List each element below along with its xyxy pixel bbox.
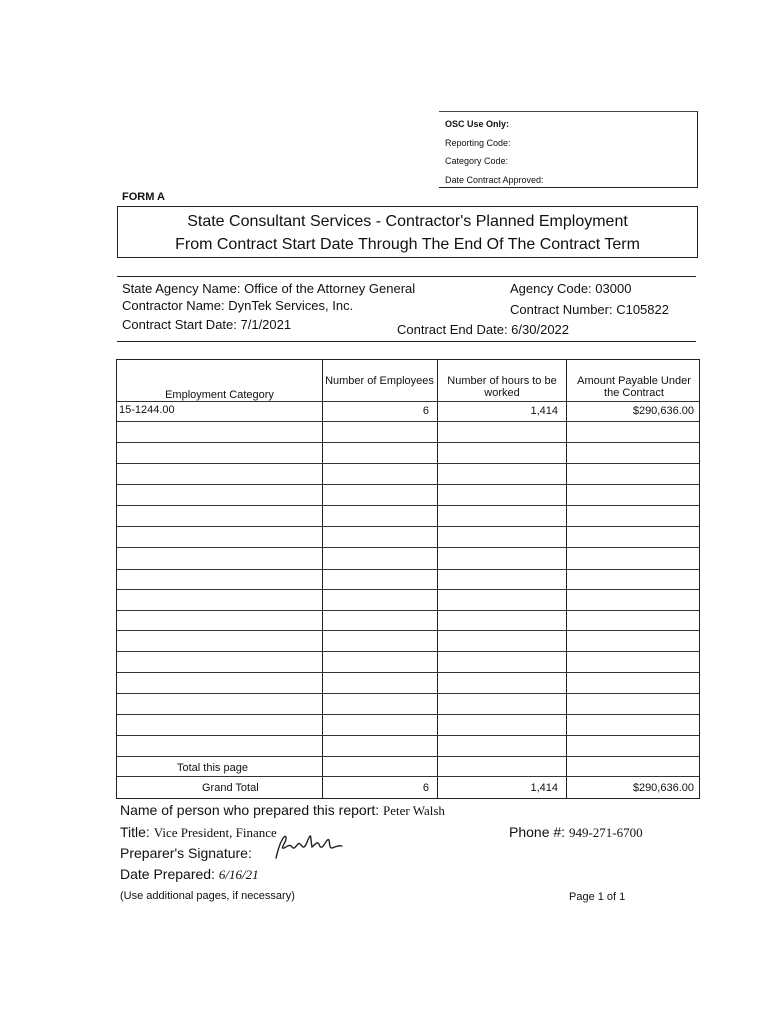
header-rule bbox=[117, 401, 699, 402]
title-label: Title: bbox=[120, 824, 150, 840]
column-divider bbox=[566, 360, 567, 798]
contract-start-date: Contract Start Date: 7/1/2021 bbox=[122, 317, 292, 332]
prepared-by-label: Name of person who prepared this report: bbox=[120, 802, 380, 818]
row-rule bbox=[117, 630, 699, 631]
row-rule bbox=[117, 672, 699, 673]
grand-total-hours: 1,414 bbox=[530, 782, 558, 794]
row-rule bbox=[117, 756, 699, 757]
header-hours-worked: Number of hours to be worked bbox=[447, 375, 557, 399]
contract-end-date: Contract End Date: 6/30/2022 bbox=[397, 322, 570, 337]
total-this-page-label: Total this page bbox=[177, 762, 248, 774]
osc-date-approved: Date Contract Approved: bbox=[445, 175, 544, 185]
title-line-2: From Contract Start Date Through The End Of The Contract Term bbox=[175, 236, 640, 253]
osc-title: OSC Use Only: bbox=[445, 119, 510, 129]
title-line-1: State Consultant Services - Contractor's Planned Employment bbox=[187, 213, 628, 230]
row-rule bbox=[117, 421, 699, 422]
handwritten-signature bbox=[272, 832, 344, 864]
contract-number: Contract Number: C105822 bbox=[510, 302, 669, 317]
date-prepared-row bbox=[120, 866, 259, 883]
grand-total-employees: 6 bbox=[422, 782, 429, 794]
row-rule bbox=[117, 484, 699, 485]
employment-table bbox=[116, 359, 700, 799]
header-employment-category: Employment Category bbox=[165, 389, 274, 401]
header-number-of-employees: Number of Employees bbox=[325, 375, 434, 387]
row1-amount: $290,636.00 bbox=[632, 405, 694, 417]
osc-use-only-box bbox=[439, 111, 698, 188]
row-rule bbox=[117, 442, 699, 443]
agency-code: Agency Code: 03000 bbox=[510, 281, 632, 296]
osc-reporting-code: Reporting Code: bbox=[445, 138, 511, 148]
row1-category: 15-1244.00 bbox=[119, 404, 175, 416]
page-number: Page 1 of 1 bbox=[569, 891, 626, 903]
title-value: Vice President, Finance bbox=[153, 825, 277, 840]
row1-employees: 6 bbox=[422, 405, 429, 417]
prepared-by-name: Peter Walsh bbox=[383, 803, 445, 818]
row-rule bbox=[117, 610, 699, 611]
signature-label: Preparer's Signature: bbox=[120, 845, 252, 861]
row-rule bbox=[117, 651, 699, 652]
row-rule bbox=[117, 693, 699, 694]
phone-row bbox=[509, 824, 643, 841]
title-row bbox=[120, 824, 277, 841]
agency-name: State Agency Name: Office of the Attorney General bbox=[122, 281, 416, 296]
osc-category-code: Category Code: bbox=[445, 156, 509, 166]
grand-total-label: Grand Total bbox=[202, 782, 259, 794]
form-title-box bbox=[117, 206, 698, 258]
prepared-by-row bbox=[120, 802, 445, 819]
row-rule bbox=[117, 735, 699, 736]
contractor-name: Contractor Name: DynTek Services, Inc. bbox=[122, 298, 354, 313]
row-rule bbox=[117, 526, 699, 527]
row-rule bbox=[117, 589, 699, 590]
contract-info-box bbox=[117, 276, 696, 342]
row1-hours: 1,414 bbox=[530, 405, 558, 417]
form-label: FORM A bbox=[122, 191, 165, 203]
date-prepared-label: Date Prepared: bbox=[120, 866, 215, 882]
row-rule bbox=[117, 463, 699, 464]
phone-label: Phone #: bbox=[509, 824, 566, 840]
additional-pages-note: (Use additional pages, if necessary) bbox=[120, 890, 295, 902]
date-prepared-value: 6/16/21 bbox=[218, 867, 259, 882]
phone-value: 949-271-6700 bbox=[568, 825, 643, 840]
row-rule bbox=[117, 776, 699, 777]
row-rule bbox=[117, 714, 699, 715]
grand-total-amount: $290,636.00 bbox=[632, 782, 694, 794]
header-amount-payable: Amount Payable Under the Contract bbox=[577, 375, 691, 399]
row-rule bbox=[117, 569, 699, 570]
column-divider bbox=[437, 360, 438, 798]
row-rule bbox=[117, 547, 699, 548]
column-divider bbox=[322, 360, 323, 798]
row-rule bbox=[117, 505, 699, 506]
